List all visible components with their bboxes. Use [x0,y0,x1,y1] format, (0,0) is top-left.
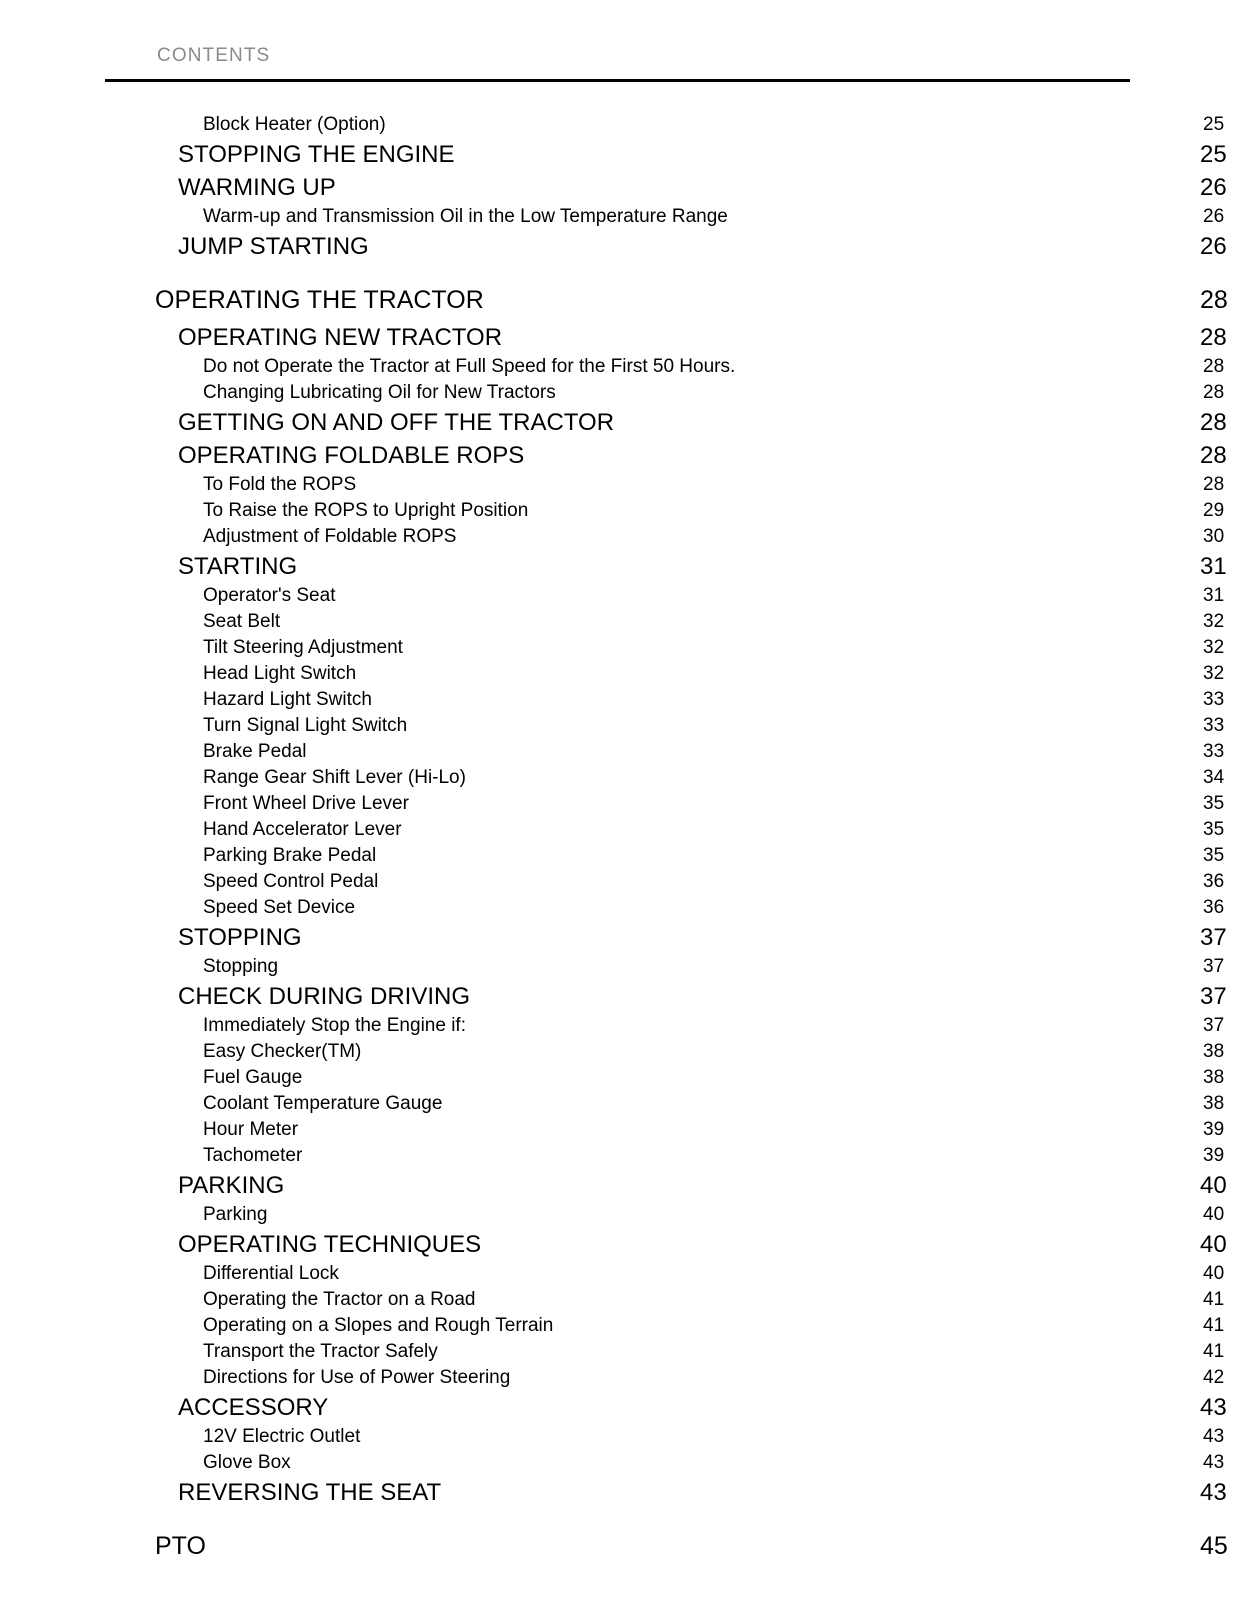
toc-entry[interactable] [0,687,1236,713]
toc-entry-title: Seat Belt [203,611,281,632]
toc-entry-title: STOPPING [178,924,302,951]
toc-entry-title: GETTING ON AND OFF THE TRACTOR [178,409,615,436]
toc-entry-title: OPERATING THE TRACTOR [155,286,484,314]
table-of-contents-list [0,112,1236,1567]
toc-entry[interactable] [0,472,1236,498]
toc-entry-page-number: 31 [1203,585,1225,606]
toc-entry-page-number: 28 [1203,356,1225,377]
toc-entry-page-number: 43 [1203,1452,1225,1473]
toc-entry-title: JUMP STARTING [178,233,369,260]
toc-entry-page-number: 41 [1203,1315,1225,1336]
toc-entry-title: Parking [203,1204,268,1225]
toc-entry-page-number: 32 [1203,611,1225,632]
page-header-label: CONTENTS [157,45,271,66]
toc-entry[interactable] [0,1450,1236,1476]
toc-entry-page-number: 40 [1200,1172,1227,1199]
toc-entry[interactable] [0,1228,1236,1261]
toc-entry[interactable] [0,439,1236,472]
toc-entry-title: Changing Lubricating Oil for New Tractors [203,382,556,403]
toc-entry-title: Stopping [203,956,279,977]
toc-entry[interactable] [0,380,1236,406]
toc-entry-page-number: 33 [1203,689,1225,710]
toc-entry-page-number: 32 [1203,637,1225,658]
toc-entry[interactable] [0,1202,1236,1228]
toc-entry-title: Transport the Tractor Safely [203,1341,438,1362]
toc-entry[interactable] [0,550,1236,583]
toc-entry-page-number: 35 [1203,793,1225,814]
toc-entry[interactable] [0,1313,1236,1339]
toc-entry-title: OPERATING FOLDABLE ROPS [178,442,525,469]
toc-entry[interactable] [0,583,1236,609]
toc-entry-page-number: 32 [1203,663,1225,684]
toc-entry-title: Fuel Gauge [203,1067,303,1088]
toc-entry-page-number: 39 [1203,1145,1225,1166]
toc-entry-page-number: 37 [1203,1015,1225,1036]
toc-entry-page-number: 30 [1203,526,1225,547]
toc-entry-page-number: 28 [1203,382,1225,403]
toc-entry-page-number: 36 [1203,871,1225,892]
toc-entry[interactable] [0,406,1236,439]
toc-entry-title: OPERATING NEW TRACTOR [178,324,503,351]
toc-entry-title: Coolant Temperature Gauge [203,1093,443,1114]
toc-entry[interactable] [0,791,1236,817]
toc-entry-title: ACCESSORY [178,1394,329,1421]
toc-entry[interactable] [0,1261,1236,1287]
toc-entry-title: Turn Signal Light Switch [203,715,408,736]
toc-entry[interactable] [0,739,1236,765]
toc-entry[interactable] [0,1365,1236,1391]
toc-entry-title: PARKING [178,1172,285,1199]
toc-entry-page-number: 25 [1200,141,1227,168]
toc-entry[interactable] [0,1391,1236,1424]
toc-entry[interactable] [0,609,1236,635]
toc-entry-page-number: 26 [1200,233,1227,260]
toc-entry-page-number: 34 [1203,767,1225,788]
toc-entry-title: Do not Operate the Tractor at Full Speed for the First 50 Hours. [203,356,736,377]
toc-entry[interactable] [0,980,1236,1013]
toc-entry-title: Speed Control Pedal [203,871,379,892]
toc-entry[interactable] [0,112,1236,138]
header-divider-rule [105,79,1130,82]
toc-entry-page-number: 40 [1203,1204,1225,1225]
toc-entry[interactable] [0,279,1236,321]
toc-entry-page-number: 41 [1203,1289,1225,1310]
toc-entry-page-number: 35 [1203,845,1225,866]
toc-entry[interactable] [0,921,1236,954]
toc-entry[interactable] [0,498,1236,524]
toc-entry[interactable] [0,138,1236,171]
toc-entry[interactable] [0,171,1236,204]
toc-entry-title: Front Wheel Drive Lever [203,793,409,814]
toc-entry-page-number: 35 [1203,819,1225,840]
toc-entry-page-number: 42 [1203,1367,1225,1388]
toc-entry-title: To Raise the ROPS to Upright Position [203,500,529,521]
toc-entry-page-number: 43 [1200,1479,1227,1506]
toc-entry-page-number: 38 [1203,1067,1225,1088]
toc-entry-title: STOPPING THE ENGINE [178,141,455,168]
toc-entry-page-number: 28 [1200,409,1227,436]
toc-entry[interactable] [0,230,1236,263]
toc-entry[interactable] [0,954,1236,980]
toc-entry-page-number: 28 [1200,286,1228,314]
toc-entry-page-number: 28 [1200,442,1227,469]
toc-entry-title: Parking Brake Pedal [203,845,377,866]
toc-entry[interactable] [0,1143,1236,1169]
toc-entry[interactable] [0,635,1236,661]
toc-entry[interactable] [0,1169,1236,1202]
toc-entry[interactable] [0,1091,1236,1117]
toc-entry-page-number: 40 [1200,1231,1227,1258]
toc-entry-title: 12V Electric Outlet [203,1426,361,1447]
toc-entry-page-number: 43 [1200,1394,1227,1421]
toc-entry-page-number: 40 [1203,1263,1225,1284]
toc-entry[interactable] [0,1339,1236,1365]
toc-entry[interactable] [0,1117,1236,1143]
toc-entry-title: Speed Set Device [203,897,356,918]
toc-entry-page-number: 28 [1203,474,1225,495]
toc-entry[interactable] [0,1424,1236,1450]
toc-entry[interactable] [0,1287,1236,1313]
toc-entry-page-number: 45 [1200,1532,1228,1560]
toc-entry-title: Glove Box [203,1452,291,1473]
toc-entry-title: Operating the Tractor on a Road [203,1289,476,1310]
toc-entry-title: Range Gear Shift Lever (Hi-Lo) [203,767,466,788]
toc-entry-page-number: 38 [1203,1041,1225,1062]
toc-entry-page-number: 37 [1203,956,1225,977]
toc-entry-title: OPERATING TECHNIQUES [178,1231,482,1258]
toc-entry-title: Block Heater (Option) [203,114,386,135]
toc-entry[interactable] [0,524,1236,550]
toc-entry-title: Operator's Seat [203,585,336,606]
toc-entry[interactable] [0,1476,1236,1509]
toc-entry-page-number: 26 [1200,174,1227,201]
toc-entry[interactable] [0,869,1236,895]
toc-entry[interactable] [0,765,1236,791]
toc-entry-title: To Fold the ROPS [203,474,357,495]
toc-entry-page-number: 33 [1203,715,1225,736]
toc-entry-page-number: 29 [1203,500,1225,521]
toc-entry-title: Directions for Use of Power Steering [203,1367,511,1388]
toc-entry[interactable] [0,843,1236,869]
toc-entry-title: Differential Lock [203,1263,339,1284]
toc-entry-title: Easy Checker(TM) [203,1041,362,1062]
toc-entry-page-number: 25 [1203,114,1225,135]
toc-entry[interactable] [0,321,1236,354]
toc-entry-page-number: 36 [1203,897,1225,918]
toc-entry[interactable] [0,661,1236,687]
toc-entry-title: CHECK DURING DRIVING [178,983,471,1010]
toc-entry-title: Warm-up and Transmission Oil in the Low Temperature Range [203,206,728,227]
toc-entry-title: Hand Accelerator Lever [203,819,402,840]
toc-entry-page-number: 43 [1203,1426,1225,1447]
toc-entry[interactable] [0,1013,1236,1039]
toc-entry-title: Operating on a Slopes and Rough Terrain [203,1315,554,1336]
toc-entry[interactable] [0,1525,1236,1567]
toc-entry-page-number: 37 [1200,924,1227,951]
toc-entry-title: REVERSING THE SEAT [178,1479,442,1506]
toc-entry-title: Head Light Switch [203,663,357,684]
toc-entry-title: Immediately Stop the Engine if: [203,1015,466,1036]
toc-entry[interactable] [0,1065,1236,1091]
toc-entry[interactable] [0,354,1236,380]
toc-entry[interactable] [0,1039,1236,1065]
toc-entry[interactable] [0,204,1236,230]
toc-entry-page-number: 41 [1203,1341,1225,1362]
toc-entry-title: Hazard Light Switch [203,689,372,710]
toc-entry-page-number: 31 [1200,553,1227,580]
toc-entry-title: Hour Meter [203,1119,299,1140]
toc-entry-page-number: 39 [1203,1119,1225,1140]
toc-entry-title: Tachometer [203,1145,303,1166]
toc-entry-title: Brake Pedal [203,741,307,762]
toc-entry-page-number: 33 [1203,741,1225,762]
toc-entry-page-number: 37 [1200,983,1227,1010]
toc-entry-title: Adjustment of Foldable ROPS [203,526,457,547]
toc-entry-title: PTO [155,1532,206,1560]
toc-entry[interactable] [0,817,1236,843]
toc-entry-title: STARTING [178,553,298,580]
toc-entry-title: WARMING UP [178,174,336,201]
toc-entry-page-number: 26 [1203,206,1225,227]
toc-entry-title: Tilt Steering Adjustment [203,637,403,658]
toc-entry-page-number: 38 [1203,1093,1225,1114]
toc-entry[interactable] [0,895,1236,921]
toc-entry-page-number: 28 [1200,324,1227,351]
toc-entry[interactable] [0,713,1236,739]
